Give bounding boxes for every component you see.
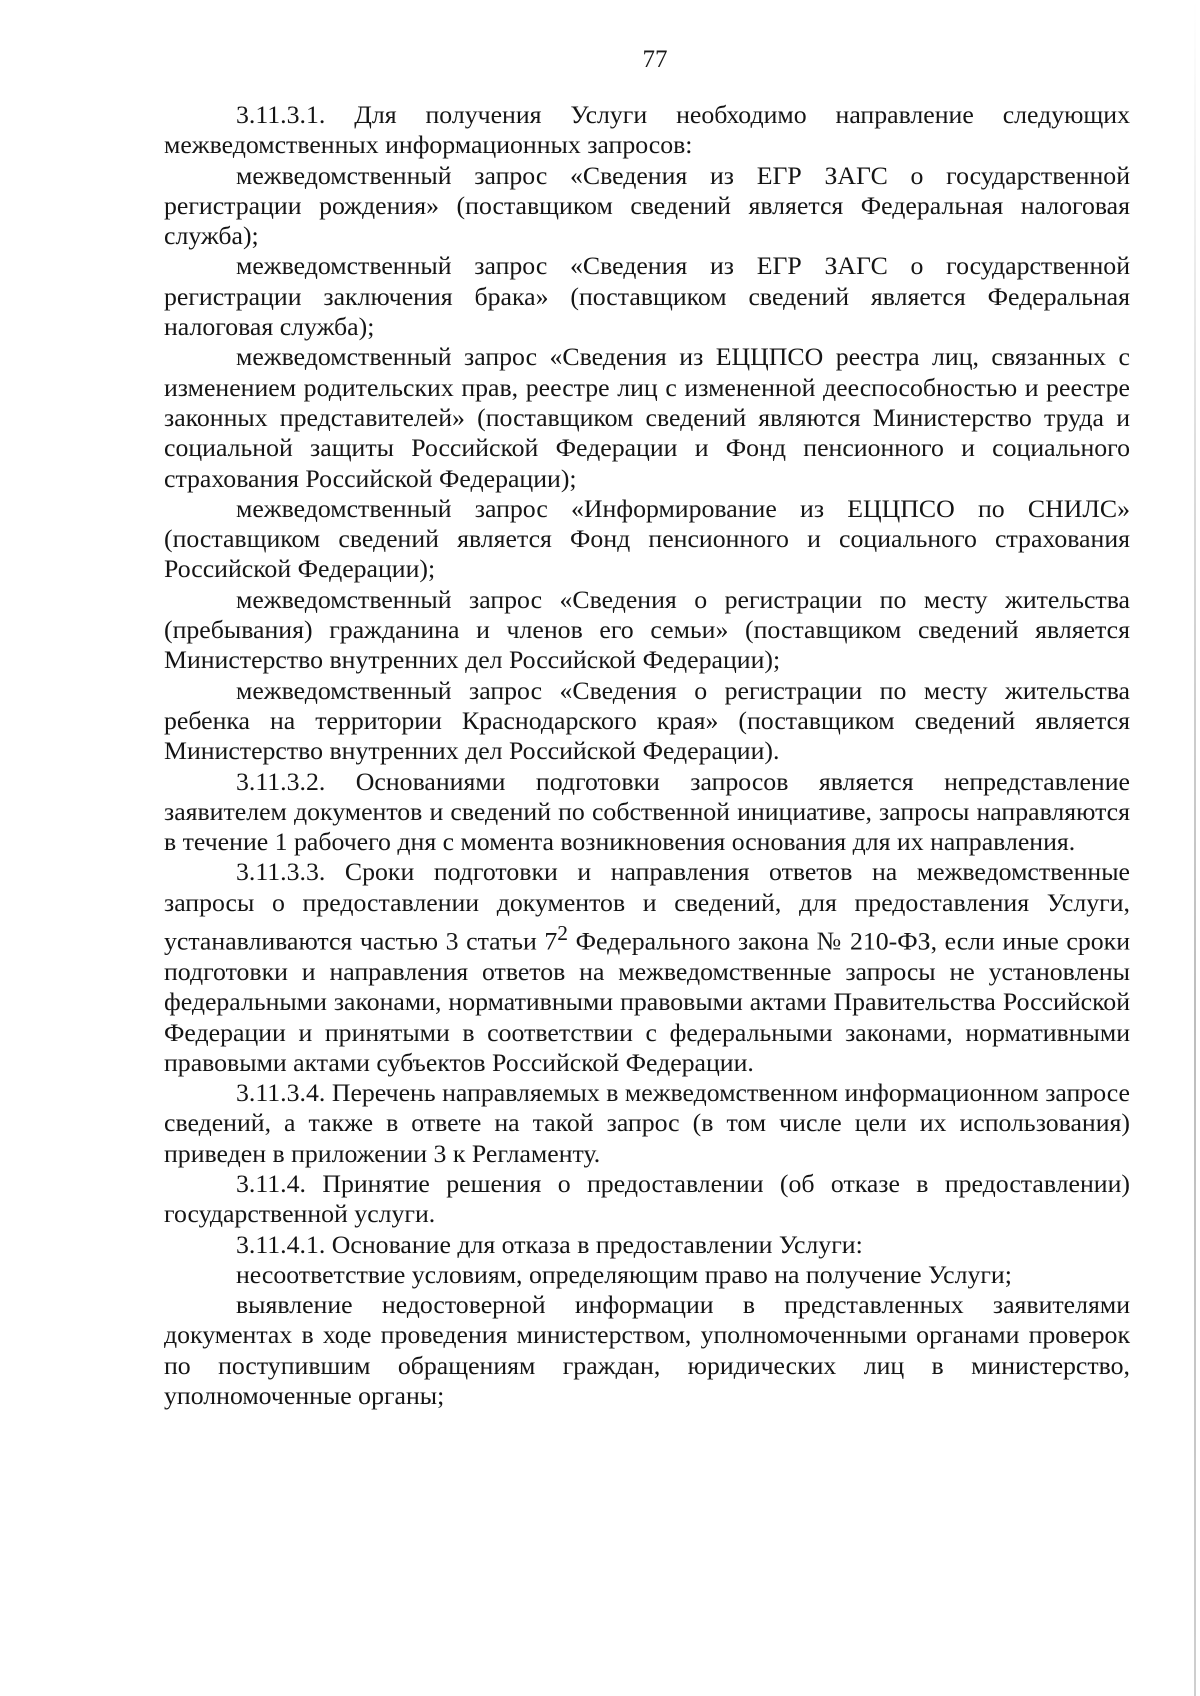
- paragraph-request-residence-child: межведомственный запрос «Сведения о регистрации по месту жительства ребенка на территории Краснодарского края» (поставщиком сведений является Министерство внутренних дел Российской Федерации).: [164, 675, 1130, 766]
- paragraph-request-marriage: межведомственный запрос «Сведения из ЕГР ЗАГС о государственной регистрации заключения брака» (поставщиком сведений является Федеральная налоговая служба);: [164, 251, 1130, 342]
- paragraph-request-birth: межведомственный запрос «Сведения из ЕГР ЗАГС о государственной регистрации рождения» (поставщиком сведений является Федеральная налоговая служба);: [164, 160, 1130, 251]
- paragraph-3-11-3-2: 3.11.3.2. Основаниями подготовки запросов является непредставление заявителем документов и сведений по собственной инициативе, запросы направляются в течение 1 рабочего дня с момента возникновения основания для их направления.: [164, 766, 1130, 857]
- superscript-article: 2: [557, 921, 569, 946]
- paragraph-3-11-3-3-after: Федерального закона № 210-ФЗ, если иные сроки подготовки и направления ответов на межведомственные запросы не установлены федеральными законами, нормативными правовыми актами Правительства Российской Федерации и принятыми в соответствии с федеральными законами, нормативными правовыми актами субъектов Российской Федерации.: [164, 926, 1130, 1077]
- paragraph-3-11-3-3: [164, 857, 1130, 1078]
- page-number: 77: [642, 46, 668, 73]
- paragraph-request-residence-family: межведомственный запрос «Сведения о регистрации по месту жительства (пребывания) гражданина и членов его семьи» (поставщиком сведений является Министерство внутренних дел Российской Федерации);: [164, 584, 1130, 675]
- document-body: [164, 100, 1130, 1411]
- paragraph-3-11-3-1: 3.11.3.1. Для получения Услуги необходимо направление следующих межведомственных информационных запросов:: [164, 100, 1130, 160]
- paragraph-refusal-false-info: выявление недостоверной информации в представленных заявителями документах в ходе проведения министерством, уполномоченными органами проверок по поступившим обращениям граждан, юридических лиц в министерство, уполномоченные органы;: [164, 1290, 1130, 1411]
- paragraph-3-11-3-3-before: 3.11.3.3. Сроки подготовки и направления ответов на межведомственные запросы о предоставлении документов и сведений, для предоставления Услуги, устанавливаются частью 3 статьи 7: [164, 857, 1130, 956]
- paragraph-request-snils: межведомственный запрос «Информирование из ЕЦЦПСО по СНИЛС» (поставщиком сведений является Фонд пенсионного и социального страхования Российской Федерации);: [164, 493, 1130, 584]
- paragraph-refusal-nonconformity: несоответствие условиям, определяющим право на получение Услуги;: [236, 1259, 1012, 1289]
- paragraph-3-11-4: 3.11.4. Принятие решения о предоставлении (об отказе в предоставлении) государственной услуги.: [164, 1168, 1130, 1229]
- paragraph-3-11-4-1: 3.11.4.1. Основание для отказа в предоставлении Услуги:: [236, 1229, 863, 1259]
- paragraph-3-11-3-4: 3.11.3.4. Перечень направляемых в межведомственном информационном запросе сведений, а также в ответе на такой запрос (в том числе цели их использования) приведен в приложении 3 к Регламенту.: [164, 1078, 1130, 1168]
- scan-edge-line: [1194, 0, 1196, 1696]
- paragraph-request-parental-rights: межведомственный запрос «Сведения из ЕЦЦПСО реестра лиц, связанных с изменением родительских прав, реестре лиц с измененной дееспособностью и реестре законных представителей» (поставщиком сведений являются Министерство труда и социальной защиты Российской Федерации и Фонд пенсионного и социального страхования Российской Федерации);: [164, 342, 1130, 493]
